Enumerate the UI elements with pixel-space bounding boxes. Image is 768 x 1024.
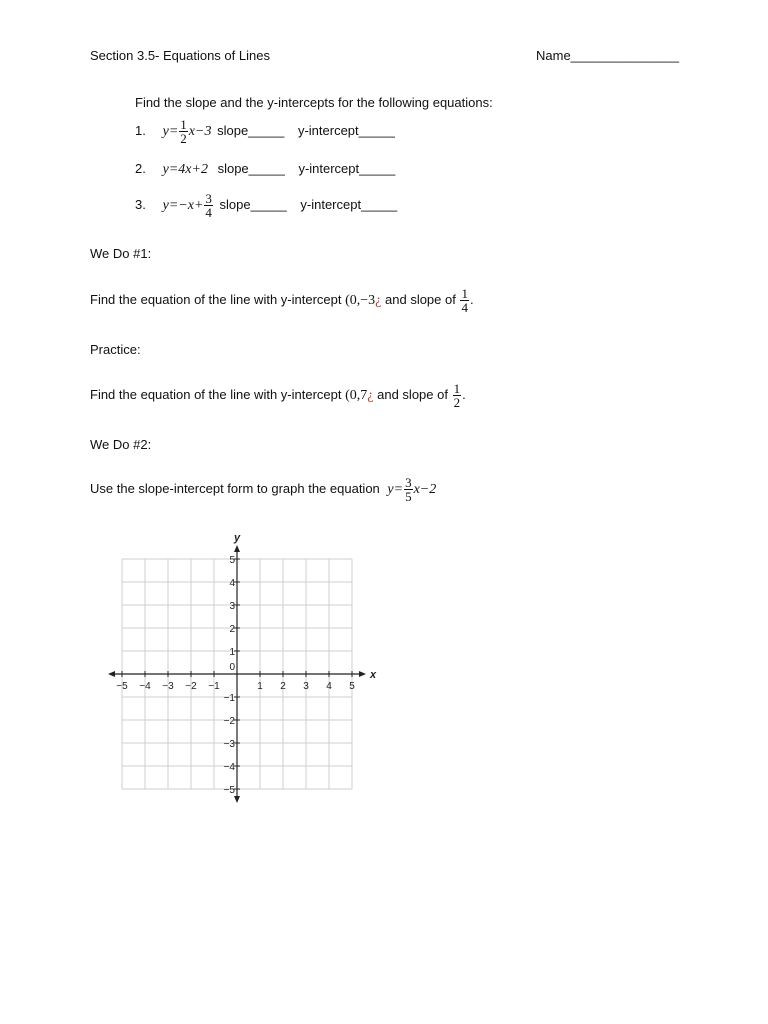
x-tick-label: −4	[139, 681, 151, 692]
y-tick-label: −5	[223, 785, 235, 796]
fraction-denominator: 2	[453, 395, 461, 410]
y-tick-label: −2	[223, 716, 235, 727]
fraction-numerator: 3	[405, 475, 412, 490]
section-title: Section 3.5- Equations of Lines	[90, 48, 270, 63]
y-axis-arrow-down	[234, 796, 240, 803]
glyph: ¿	[375, 292, 382, 308]
x-tick-label: −2	[185, 681, 197, 692]
x-tick-label: −1	[208, 681, 220, 692]
we-do-2-prompt	[90, 476, 436, 506]
problem-number: 3.	[135, 196, 146, 212]
problem-number: 2.	[135, 161, 146, 176]
fraction	[460, 287, 469, 314]
fraction-numerator: 3	[205, 191, 212, 206]
equation: y=4x+2	[162, 162, 208, 177]
slope-blank: slope_____	[217, 161, 285, 176]
slope-blank: slope_____	[219, 196, 287, 212]
y-axis-label: y	[233, 532, 241, 544]
point: (0,7	[345, 387, 368, 403]
prompt-text: and slope of	[385, 291, 456, 307]
we-do-1-prompt	[90, 287, 474, 317]
glyph: ¿	[367, 387, 374, 403]
fraction-numerator: 1	[461, 286, 468, 301]
x-tick-label: 3	[303, 681, 309, 692]
x-axis-arrow-right	[359, 671, 366, 677]
x-tick-label: 2	[280, 681, 286, 692]
x-axis-arrow-left	[108, 671, 115, 677]
prompt-text: Find the equation of the line with y-intercept	[90, 386, 342, 402]
fraction-denominator: 2	[180, 131, 187, 146]
prompt-text: Find the equation of the line with y-intercept	[90, 291, 342, 307]
period: .	[469, 291, 474, 307]
fraction	[404, 476, 413, 503]
y-tick-label: −3	[223, 739, 235, 750]
we-do-1-heading: We Do #1:	[90, 246, 152, 261]
problem-2	[135, 161, 395, 178]
fraction-denominator: 4	[205, 205, 212, 220]
y-tick-label: −4	[223, 762, 235, 773]
practice-prompt	[90, 382, 466, 412]
prompt-text: Use the slope-intercept form to graph the equation	[90, 480, 380, 496]
origin-label: 0	[229, 662, 235, 673]
y-intercept-blank: y-intercept_____	[300, 196, 398, 212]
problem-3	[135, 192, 397, 222]
coordinate-grid	[100, 525, 390, 815]
x-tick-label: 5	[349, 681, 355, 692]
y-axis-arrow-up	[234, 545, 240, 552]
fraction	[179, 118, 188, 145]
tick-labels	[116, 532, 377, 796]
x-tick-label: 4	[326, 681, 332, 692]
x-tick-label: −3	[162, 681, 174, 692]
x-tick-label: −5	[116, 681, 128, 692]
equation-part: x−2	[413, 481, 437, 497]
equation-part: y=−x+	[162, 197, 204, 213]
fraction	[453, 382, 462, 409]
y-intercept-blank: y-intercept_____	[297, 122, 395, 138]
y-tick-label: 3	[229, 601, 235, 612]
period: .	[462, 386, 466, 402]
we-do-2-heading: We Do #2:	[90, 437, 152, 452]
problem-number: 1.	[135, 122, 146, 138]
equation-part: y=	[387, 481, 404, 497]
axes	[108, 545, 366, 803]
point: (0,−3	[345, 292, 376, 308]
y-tick-label: −1	[223, 693, 235, 704]
prompt-text: and slope of	[377, 386, 448, 402]
slope-blank: slope_____	[217, 122, 285, 138]
fraction	[204, 192, 213, 219]
y-tick-label: 2	[229, 624, 235, 635]
y-tick-label: 1	[229, 647, 235, 658]
y-intercept-blank: y-intercept_____	[298, 161, 396, 176]
problem-1	[135, 118, 395, 148]
fraction-numerator: 1	[453, 381, 461, 396]
fraction-numerator: 1	[180, 117, 187, 132]
x-axis-label: x	[370, 669, 377, 681]
practice-heading: Practice:	[90, 342, 141, 357]
equation-part: x−3	[188, 123, 212, 139]
instructions: Find the slope and the y-intercepts for the following equations:	[135, 95, 493, 110]
y-tick-label: 5	[229, 555, 235, 566]
fraction-denominator: 4	[461, 300, 468, 315]
equation-part: y=	[162, 123, 179, 139]
name-field-label: Name_______________	[536, 48, 680, 63]
fraction-denominator: 5	[405, 489, 412, 504]
x-tick-label: 1	[257, 681, 263, 692]
y-tick-label: 4	[229, 578, 235, 589]
